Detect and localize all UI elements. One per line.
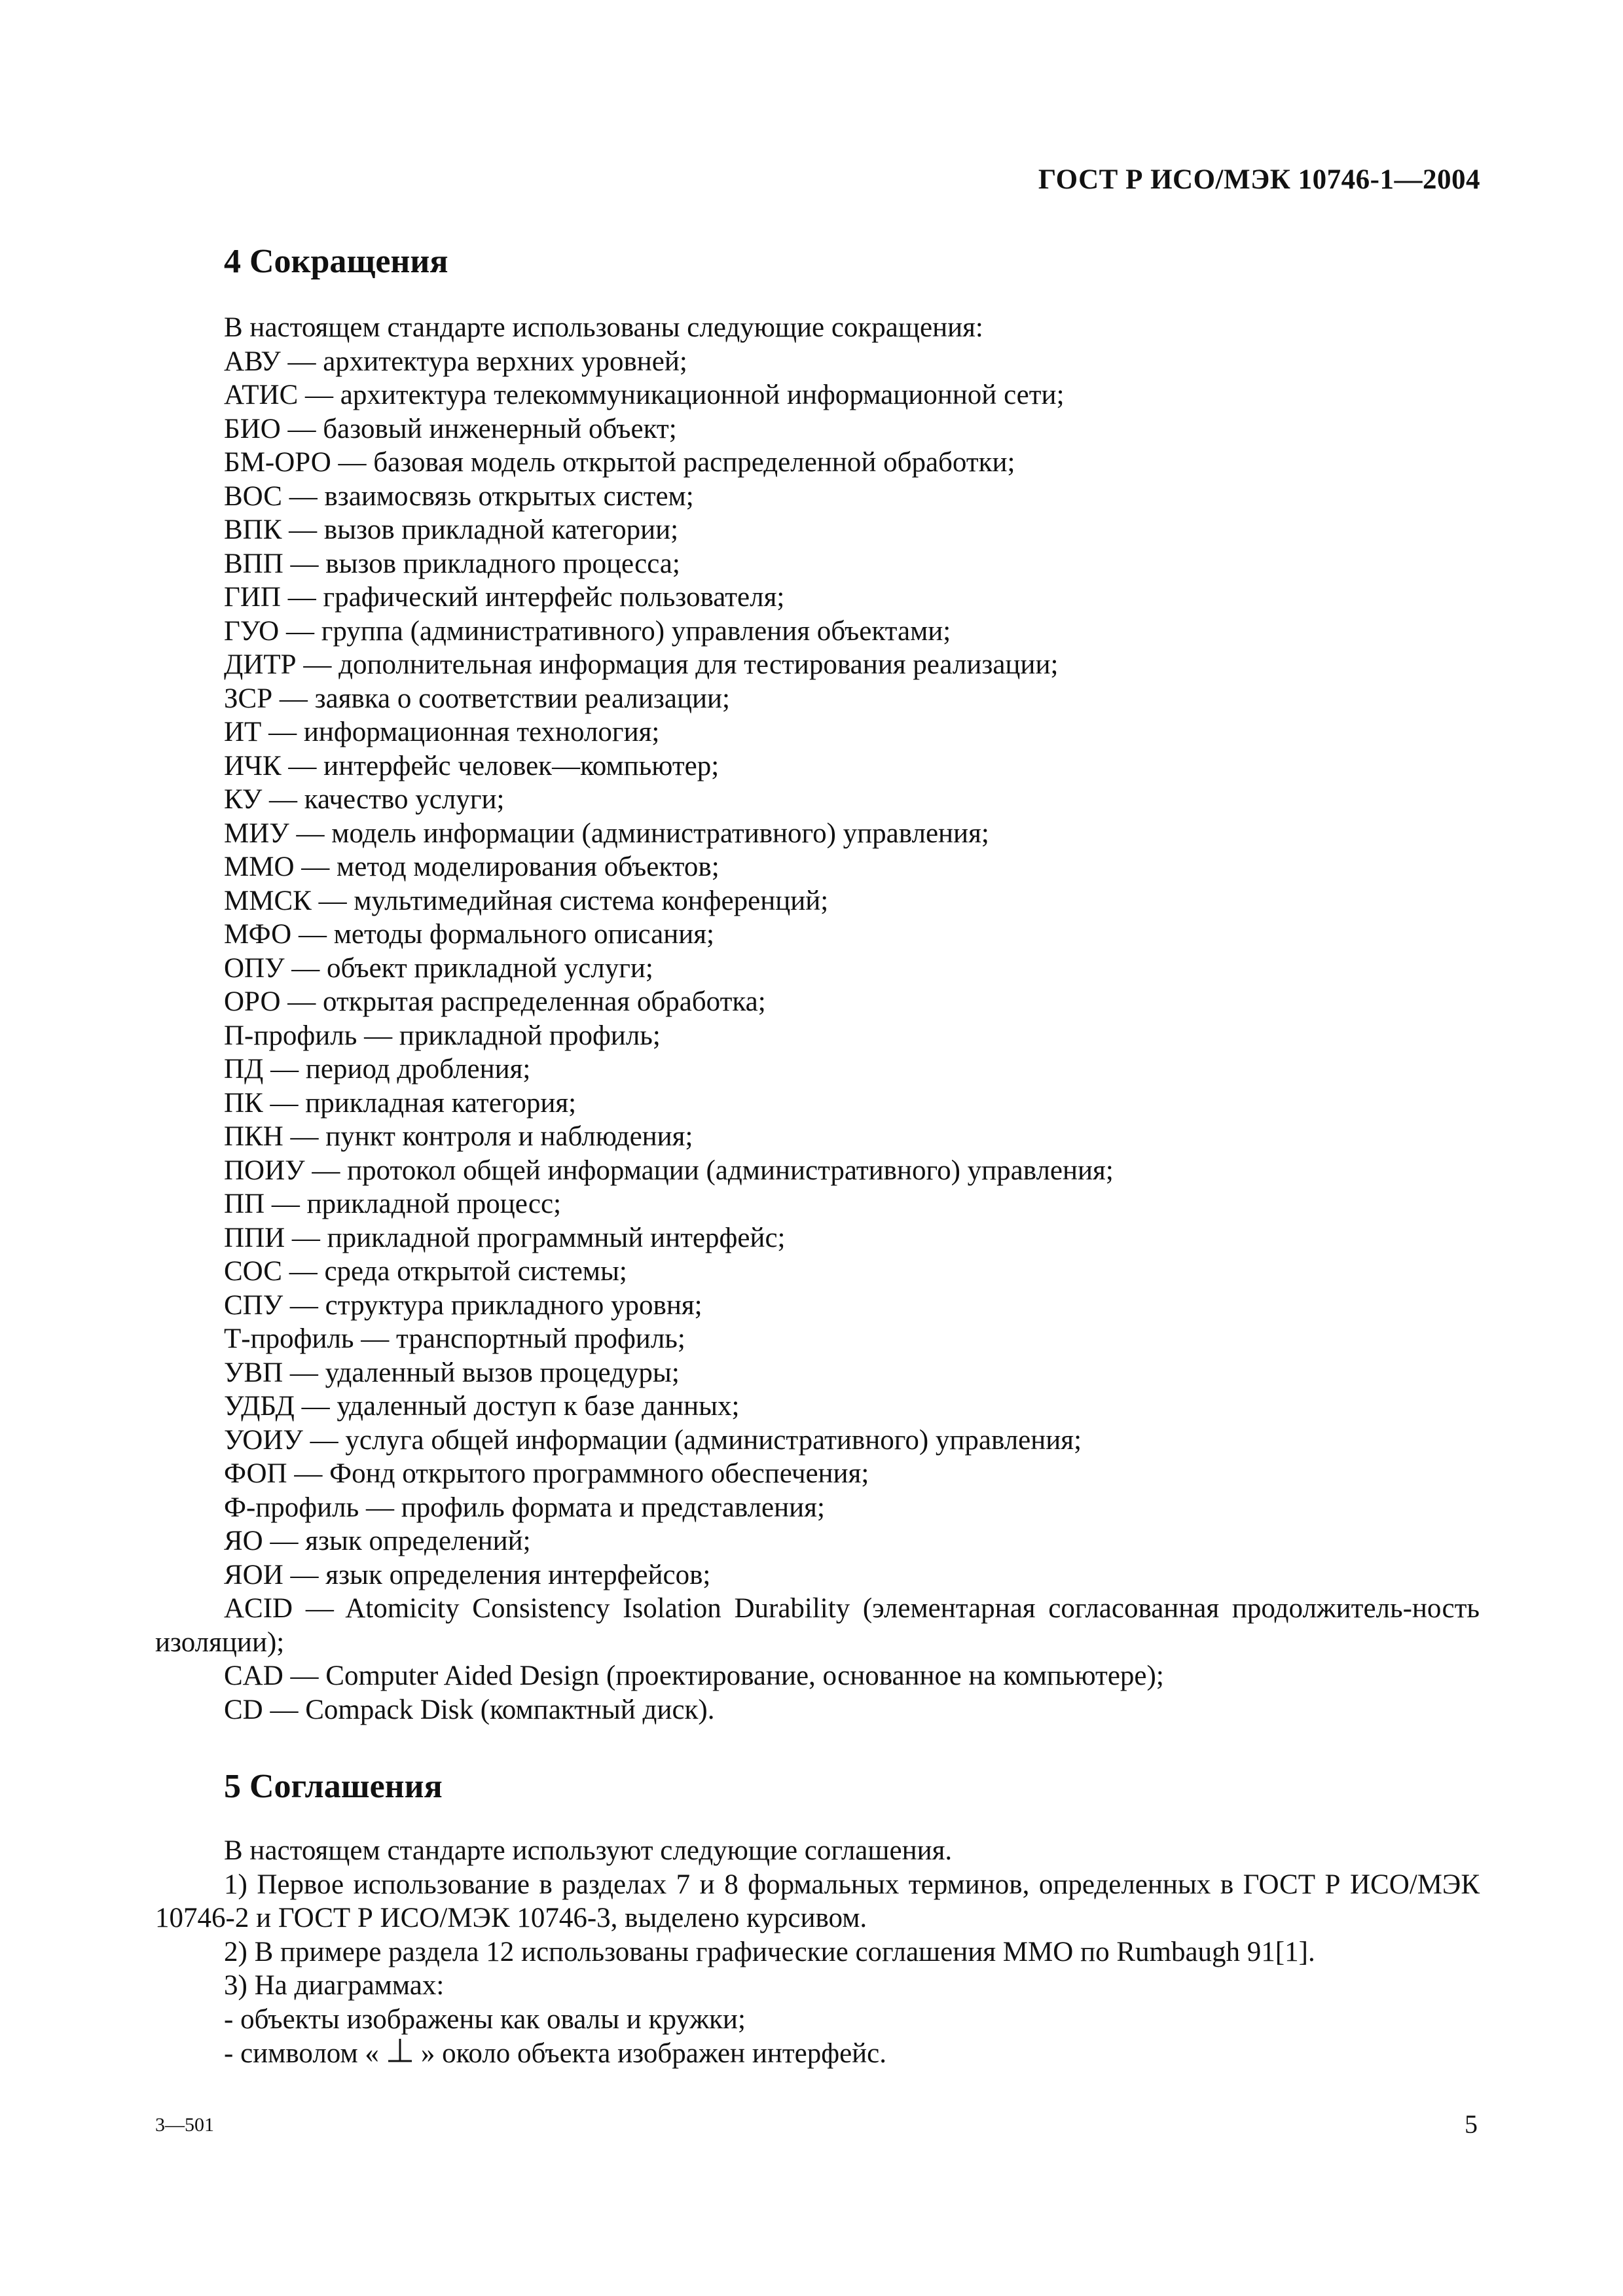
- abbreviation-item: БИО — базовый инженерный объект;: [224, 413, 677, 444]
- abbreviation-item: ММСК — мультимедийная система конференций;: [224, 885, 829, 916]
- abbreviation-item: Ф-профиль — профиль формата и представления;: [224, 1492, 825, 1523]
- abbreviation-item: ПОИУ — протокол общей информации (административного) управления;: [224, 1155, 1114, 1186]
- section-4-intro: В настоящем стандарте использованы следующие сокращения:: [224, 312, 983, 343]
- abbreviation-item: УДБД — удаленный доступ к базе данных;: [224, 1391, 740, 1422]
- section-5-intro: В настоящем стандарте используют следующие соглашения.: [224, 1835, 953, 1866]
- convention-bullet-interface: [155, 2036, 1480, 2073]
- abbreviation-item: КУ — качество услуги;: [224, 784, 505, 815]
- abbreviation-item-cd: CD — Compack Disk (компактный диск).: [224, 1694, 715, 1725]
- abbreviation-item: ЗСР — заявка о соответствии реализации;: [224, 683, 730, 714]
- convention-bullet: - объекты изображены как овалы и кружки;: [224, 2003, 746, 2035]
- abbreviation-item: АТИС — архитектура телекоммуникационной информационной сети;: [224, 380, 1065, 410]
- abbreviation-item: ПКН — пункт контроля и наблюдения;: [224, 1121, 693, 1152]
- abbreviation-item: ВОС — взаимосвязь открытых систем;: [224, 480, 694, 512]
- document-header: ГОСТ Р ИСО/МЭК 10746-1—2004: [1038, 164, 1480, 195]
- abbreviation-item: Т-профиль — транспортный профиль;: [224, 1323, 685, 1354]
- abbreviation-item: ИТ — информационная технология;: [224, 717, 660, 747]
- abbreviation-item: ВПП — вызов прикладного процесса;: [224, 548, 680, 579]
- abbreviation-item: ОПУ — объект прикладной услуги;: [224, 952, 653, 984]
- abbreviation-item: МФО — методы формального описания;: [224, 919, 714, 950]
- abbreviation-item: ММО — метод моделирования объектов;: [224, 852, 720, 882]
- convention-item-1: 1) Первое использование в разделах 7 и 8 формальных терминов, определенных в ГОСТ Р ИСО/МЭК 10746-2 и ГОСТ Р ИСО/МЭК 10746-3, выделено курсивом.: [155, 1869, 1480, 1933]
- section-5-title: 5 Соглашения: [224, 1768, 443, 1805]
- interface-symbol-icon: [386, 2036, 414, 2073]
- abbreviation-item: ППИ — прикладной программный интерфейс;: [224, 1222, 786, 1253]
- abbreviation-item: АВУ — архитектура верхних уровней;: [224, 346, 687, 377]
- abbreviation-item: УОИУ — услуга общей информации (административного) управления;: [224, 1424, 1082, 1456]
- bullet-text-before: - символом «: [224, 2038, 379, 2069]
- abbreviation-item: ЯОИ — язык определения интерфейсов;: [224, 1559, 711, 1590]
- section-4-title: 4 Сокращения: [224, 243, 448, 280]
- conventions-list: [155, 1834, 1480, 2073]
- abbreviation-item: ГУО — группа (административного) управления объектами;: [224, 615, 951, 647]
- abbreviation-item: ЯО — язык определений;: [224, 1526, 531, 1556]
- page-number: 5: [1465, 2109, 1478, 2139]
- abbreviation-item: УВП — удаленный вызов процедуры;: [224, 1357, 680, 1388]
- abbreviation-item: МИУ — модель информации (административного) управления;: [224, 817, 989, 849]
- abbreviation-item: ФОП — Фонд открытого программного обеспечения;: [224, 1458, 869, 1489]
- abbreviation-item: СПУ — структура прикладного уровня;: [224, 1289, 702, 1321]
- footer-code: 3—501: [155, 2114, 214, 2136]
- abbreviation-items: [155, 345, 1480, 1592]
- abbreviation-item: ПД — период дробления;: [224, 1054, 531, 1085]
- abbreviation-item: ДИТР — дополнительная информация для тестирования реализации;: [224, 649, 1059, 680]
- abbreviation-item: П-профиль — прикладной профиль;: [224, 1020, 661, 1051]
- abbreviation-item-acid: ACID — Atomicity Consistency Isolation Durability (элементарная согласованная продолжитель-ность изоляции);: [155, 1593, 1480, 1658]
- abbreviation-item: ИЧК — интерфейс человек—компьютер;: [224, 750, 720, 781]
- abbreviation-item: СОС — среда открытой системы;: [224, 1256, 627, 1287]
- abbreviation-item: ГИП — графический интерфейс пользователя;: [224, 582, 785, 613]
- abbreviation-item: БМ-ОРО — базовая модель открытой распределенной обработки;: [224, 447, 1015, 478]
- abbreviation-item-cad: CAD — Computer Aided Design (проектирование, основанное на компьютере);: [224, 1660, 1164, 1691]
- abbreviation-item: ОРО — открытая распределенная обработка;: [224, 986, 766, 1017]
- abbreviation-item: ПП — прикладной процесс;: [224, 1189, 562, 1219]
- abbreviation-item: ВПК — вызов прикладной категории;: [224, 514, 679, 545]
- bullet-text-after: » около объекта изображен интерфейс.: [420, 2038, 887, 2069]
- abbreviation-item: ПК — прикладная категория;: [224, 1087, 577, 1119]
- convention-item-3: 3) На диаграммах:: [224, 1970, 445, 2001]
- convention-item-2: 2) В примере раздела 12 использованы графические соглашения ММО по Rumbaugh 91[1].: [224, 1936, 1315, 1967]
- abbreviations-list: [155, 311, 1480, 1727]
